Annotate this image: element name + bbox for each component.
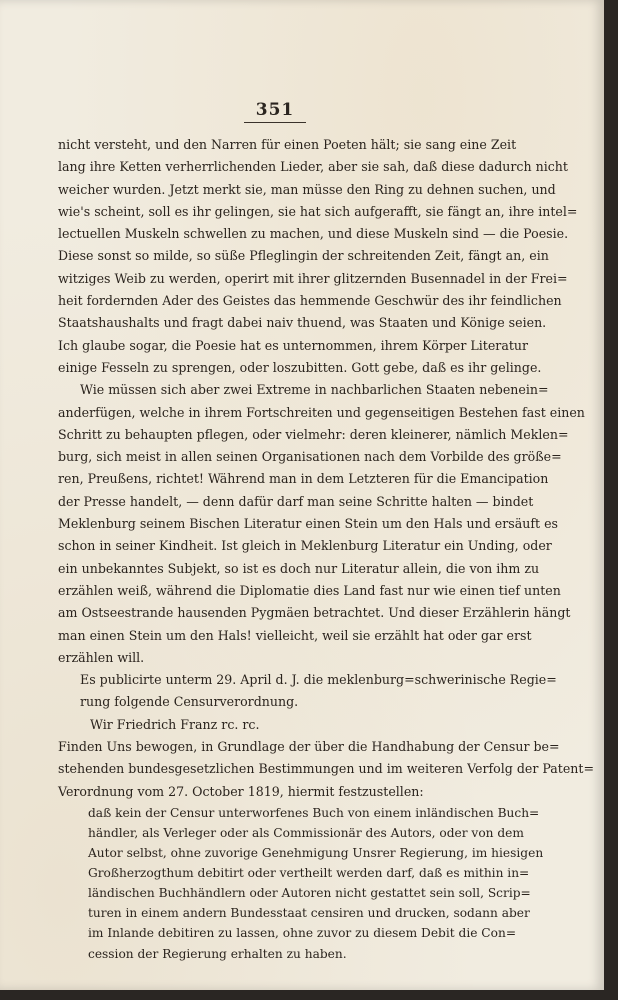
text-line: der Presse handelt, — denn dafür darf man seine Schritte halten — bindet	[58, 493, 534, 509]
text-line: Finden Uns bewogen, in Grundlage der über die Handhabung der Censur be=	[58, 739, 560, 755]
text-line: erzählen weiß, während die Diplomatie dies Land fast nur wie einen tief unten	[58, 582, 561, 598]
body-text	[58, 134, 595, 964]
text-line: witziges Weib zu werden, operirt mit ihrer glitzernden Busennadel in der Frei=	[58, 270, 568, 286]
text-line: im Inlande debitiren zu lassen, ohne zuvor zu diesem Debit die Con=	[88, 926, 517, 941]
text-line: am Ostseestrande hausenden Pygmäen betrachtet. Und dieser Erzählerin hängt	[58, 605, 571, 621]
text-line: burg, sich meist in allen seinen Organisationen nach dem Vorbilde des größe=	[58, 449, 562, 465]
text-line: ein unbekanntes Subjekt, so ist es doch nur Literatur allein, die von ihm zu	[58, 560, 540, 576]
text-line: Meklenburg seinem Bischen Literatur einen Stein um den Hals und ersäuft es	[58, 516, 558, 532]
text-line: schon in seiner Kindheit. Ist gleich in Meklenburg Literatur ein Unding, oder	[58, 538, 552, 554]
page-number: 351	[255, 100, 295, 120]
text-line: daß kein der Censur unterworfenes Buch von einem inländischen Buch=	[88, 805, 540, 820]
text-line: lectuellen Muskeln schwellen zu machen, und diese Muskeln sind — die Poesie.	[58, 226, 569, 242]
text-line: Schritt zu behaupten pflegen, oder vielmehr: deren kleinerer, nämlich Meklen=	[58, 426, 569, 442]
text-line: Ich glaube sogar, die Poesie hat es unternommen, ihrem Körper Literatur	[58, 337, 529, 353]
text-line: nicht versteht, und den Narren für einen Poeten hält; sie sang eine Zeit	[58, 137, 517, 152]
text-line: händler, als Verleger oder als Commissionär des Autors, oder von dem	[88, 826, 524, 840]
text-line: turen in einem andern Bundesstaat censiren und drucken, sodann aber	[88, 906, 530, 921]
text-line: Wie müssen sich aber zwei Extreme in nachbarlichen Staaten nebenein=	[80, 382, 549, 398]
text-line: erzählen will.	[58, 649, 145, 665]
text-line: rung folgende Censurverordnung.	[80, 694, 299, 710]
text-line: einige Fesseln zu sprengen, oder loszubitten. Gott gebe, daß es ihr gelinge.	[58, 359, 542, 375]
text-line: Es publicirte unterm 29. April d. J. die meklenburg=schwerinische Regie=	[80, 672, 557, 688]
text-line: Staatshaushalts und fragt dabei naiv thuend, was Staaten und Könige seien.	[58, 315, 547, 331]
page-number-rule	[244, 122, 306, 123]
text-line: heit fordernden Ader des Geistes das hemmende Geschwür des ihr feindlichen	[58, 293, 562, 309]
text-line: Autor selbst, ohne zuvorige Genehmigung Unsrer Regierung, im hiesigen	[88, 846, 544, 861]
text-line: wie's scheint, soll es ihr gelingen, sie hat sich aufgerafft, sie fängt an, ihre intel=	[58, 203, 578, 219]
text-line: cession der Regierung erhalten zu haben.	[88, 946, 347, 961]
text-line: ren, Preußens, richtet! Während man in dem Letzteren für die Emancipation	[58, 471, 549, 487]
text-line: ländischen Buchhändlern oder Autoren nicht gestattet sein soll, Scrip=	[88, 886, 531, 901]
text-line: Großherzogthum debitirt oder vertheilt werden darf, daß es mithin in=	[88, 866, 530, 881]
text-line: stehenden bundesgesetzlichen Bestimmungen und im weiteren Verfolg der Patent=	[58, 761, 595, 777]
text-line: man einen Stein um den Hals! vielleicht, weil sie erzählt hat oder gar erst	[58, 627, 532, 643]
text-line: Wir Friedrich Franz rc. rc.	[90, 716, 260, 732]
text-line: Diese sonst so milde, so süße Pfleglingin der schreitenden Zeit, fängt an, ein	[58, 248, 549, 264]
text-line: lang ihre Ketten verherrlichenden Lieder, aber sie sah, daß diese dadurch nicht	[58, 159, 568, 175]
text-line: anderfügen, welche in ihrem Fortschreiten und gegenseitigen Bestehen fast einen	[58, 404, 585, 420]
text-line: weicher wurden. Jetzt merkt sie, man müsse den Ring zu dehnen suchen, und	[58, 181, 556, 197]
text-line: Verordnung vom 27. October 1819, hiermit festzustellen:	[58, 783, 424, 799]
